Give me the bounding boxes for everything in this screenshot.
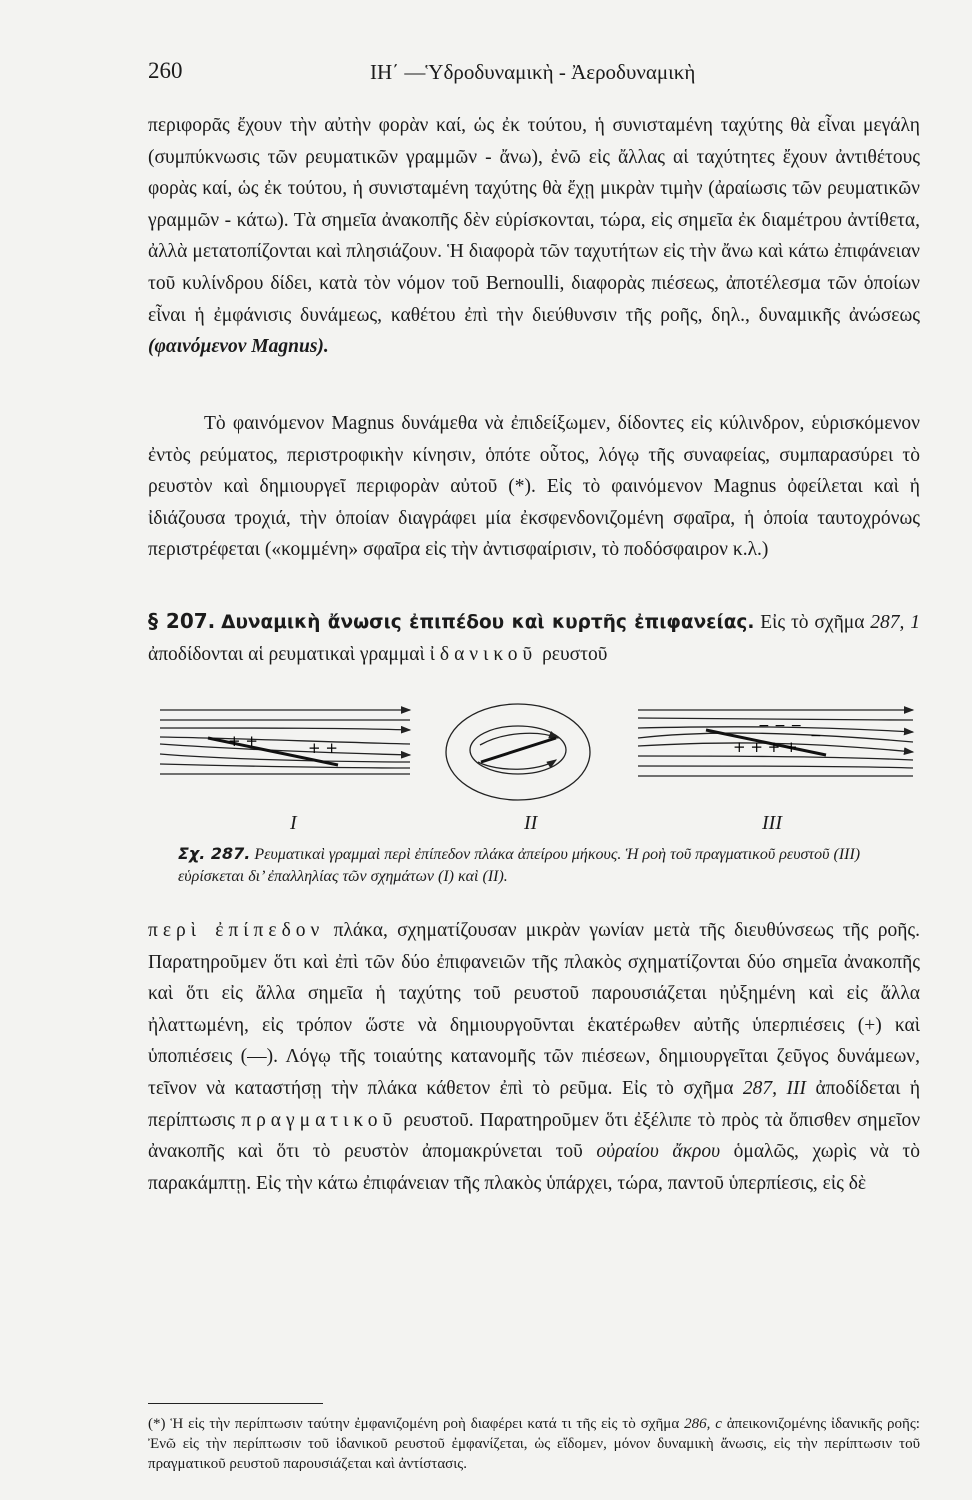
magnus-emphasis: (φαινόμενον Magnus). <box>148 336 329 358</box>
paragraph-4-text-3: ρευστοῦ. Παρατηροῦμεν ὅτι ἐξέλιπε τὸ πρὸς τὰ ὄπισθεν σημεῖον ἀνακοπῆς καὶ ὅτι τὸ ρευστὸν ἀπομακρύνεται τοῦ <box>148 1109 921 1163</box>
footnote <box>148 1414 920 1474</box>
footnote-rule <box>148 1403 323 1404</box>
paragraph-4 <box>148 915 920 1199</box>
paragraph-4-spaced-2: πραγματικοῦ <box>241 1109 398 1131</box>
page-number: 260 <box>148 58 183 83</box>
figure-label-3: III <box>762 812 782 834</box>
section-207 <box>148 606 920 670</box>
paragraph-4-text-4: ὁμαλῶς, χωρὶς νὰ τὸ παρακάμπτῃ. Εἰς τὴν κάτω ἐπιφάνειαν τῆς πλακὸς ὑπάρχει, τώρα, παντοῦ ὑπερπίεσις, εἰς δὲ <box>148 1141 921 1194</box>
panel-3-minus-sign-far: − <box>810 728 822 744</box>
section-spaced-word: ἰδανικοῦ <box>429 643 538 665</box>
panel-2-streamlines <box>446 704 590 800</box>
section-text-a: Εἰς τὸ σχῆμα <box>760 612 865 633</box>
panel-1-plus-signs: + + <box>228 732 258 750</box>
figure-label-2: II <box>524 812 538 834</box>
paragraph-4-text-1: πλάκα, σχηματίζουσαν μικρὰν γωνίαν μετὰ τῆς διευθύνσεως τῆς ροῆς. Παρατηροῦμεν ὅτι καὶ ἐπὶ τῶν δύο ἐπιφανειῶν τῆς πλακὸς σχηματίζονται δύο σημεῖα ἀνακοπῆς καὶ ὅτι εἰς ἄλλα σημεῖα ἡ ταχύτης τοῦ ρευστοῦ παρουσιάζεται ηὐξημένη καὶ εἰς ἄλλα ἠλαττωμένη, εἰς τρόπον ὥστε νὰ δημιουργοῦνται ἑκατέρωθεν αὐτῆς ὑπερπιέσεις (+) καὶ ὑποπιέσεις (—). Λόγῳ τῆς τοιαύτης κατανομῆς τῶν πιέσεων, δημιουργεῖται ζεῦγος δυνάμεων, τεῖνον νὰ καταστήσῃ τὴν πλάκα κάθετον ἐπὶ τὸ ρεῦμα. Εἰς τὸ σχῆμα <box>148 920 920 1099</box>
section-title: Δυναμικὴ ἄνωσις ἐπιπέδου καὶ κυρτῆς ἐπιφανείας. <box>221 612 755 633</box>
paragraph-4-italic: οὐραίου ἄκρου <box>596 1141 721 1163</box>
paragraph-4-text-2: ἀποδίδεται ἡ περίπτωσις <box>148 1077 921 1131</box>
footnote-text-a: (*) Ἡ εἰς τὴν περίπτωσιν ταύτην ἐμφανιζομένη ροὴ διαφέρει κατά τι τῆς εἰς τὸ σχῆμα <box>148 1416 680 1432</box>
section-fig-ref: 287, 1 <box>870 612 920 633</box>
panel-3-minus-signs: − − − <box>758 718 803 734</box>
section-text-b: ἀποδίδονται αἱ ρευματικαὶ γραμμαὶ <box>148 643 425 665</box>
caption-head: Σχ. 287. <box>178 844 251 863</box>
footnote-fig-ref: 286, c <box>684 1416 722 1432</box>
panel-3-plus-signs: + + + + <box>733 738 798 756</box>
panel-1-plus-signs-right: + + <box>308 739 338 757</box>
paragraph-1-text: περιφορᾶς ἔχουν τὴν αὐτὴν φορὰν καί, ὡς ἐκ τούτου, ἡ συνισταμένη ταχύτης θὰ εἶναι μεγάλη (συμπύκνωσις τῶν ρευματικῶν γραμμῶν - ἄνω), ἐνῶ εἰς ἄλλας αἱ ταχύτητες ἔχουν ἀντιθέτους φορὰς καί, ὡς ἐκ τούτου, ἡ συνισταμένη ταχύτης θὰ ἔχῃ μικρὰν τιμὴν (ἀραίωσις τῶν ρευματικῶν γραμμῶν - κάτω). Τὰ σημεῖα ἀνακοπῆς δὲν εὑρίσκονται, τώρα, εἰς σημεῖα ἐκ διαμέτρου ἀντίθετα, ἀλλὰ μετατοπίζονται καὶ πλησιάζουν. Ἡ διαφορὰ τῶν ταχυτήτων εἰς τὴν ἄνω καὶ κάτω ἐπιφάνειαν τοῦ κυλίνδρου δίδει, κατὰ τὸν νόμον τοῦ Bernoulli, διαφορὰς πιέσεως, ἀποτέλεσμα τῶν ὁποίων εἶναι ἡ ἐμφάνισις δυνάμεως, καθέτου ἐπὶ τὴν διεύθυνσιν τῆς ροῆς, δηλ., δυναμικῆς ἀνώσεως <box>148 115 920 326</box>
paragraph-2 <box>148 408 920 566</box>
section-text-c: ρευστοῦ <box>542 643 608 665</box>
figure-caption <box>178 843 878 888</box>
page-header <box>148 58 828 90</box>
paragraph-2-text: Τὸ φαινόμενον Magnus δυνάμεθα νὰ ἐπιδείξωμεν, δίδοντες εἰς κύλινδρον, εὑρισκόμενον ἐντὸς ρεύματος, περιστροφικὴν κίνησιν, ὁπότε οὗτος, λόγῳ τῆς συναφείας, συμπαρασύρει τὸ ρευστὸν καὶ δημιουργεῖ περιφορὰν αὐτοῦ (*). Εἰς τὸ φαινόμενον Magnus ὀφείλεται καὶ ἡ ἰδιάζουσα τροχιά, τὴν ὁποίαν διαγράφει μία ἐκσφενδονιζομένη σφαῖρα, ἡ ὁποία ταυτοχρόνως περιστρέφεται («κομμένη» σφαῖρα εἰς τὴν ἀντισφαίρισιν, τὸ ποδόσφαιρον κ.λ.) <box>148 413 920 561</box>
figure-label-1: I <box>290 812 297 834</box>
section-number: § 207. <box>148 609 216 633</box>
panel-2-plate <box>481 738 556 762</box>
paragraph-1 <box>148 110 920 363</box>
running-title: ΙΗ΄ —Ὑδροδυναμικὴ - Ἀεροδυναμικὴ <box>370 60 696 84</box>
footnote-text-b: ἀπεικονιζομένης ἰδανικῆς ροῆς: Ἐνῶ εἰς τὴν περίπτωσιν τοῦ ἰδανικοῦ ρευστοῦ ἐμφανίζεται, ὡς εἴδομεν, μόνον δυναμικὴ ἄνωσις, εἰς τὴν περίπτωσιν τοῦ πραγματικοῦ ρευστοῦ παρουσιάζεται καὶ ἀντίστασις. <box>148 1416 920 1472</box>
paragraph-4-spaced-1: περὶ ἐπίπεδον <box>148 920 325 941</box>
paragraph-4-fig-ref: 287, III <box>742 1077 806 1099</box>
caption-text: Ρευματικαὶ γραμμαὶ περὶ ἐπίπεδον πλάκα ἀπείρου μήκους. Ἡ ροὴ τοῦ πραγματικοῦ ρευστοῦ (III) εὑρίσκεται δι’ ἐπαλληλίας τῶν σχημάτων (I) καὶ (II). <box>178 846 861 885</box>
panel-1-streamlines <box>160 710 410 774</box>
